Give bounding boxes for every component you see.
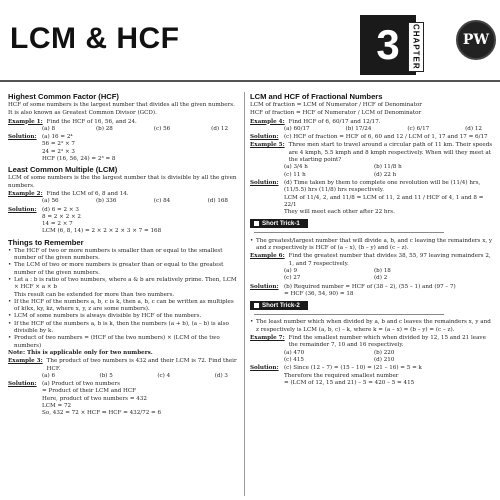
remember-item: • Product of two numbers = (HCF of the two numbers) × (LCM of the two numbers)	[8, 335, 240, 350]
solution-line: (d) Time taken by them to complete one revolution will be (11/4) hrs, (11/5.5) hrs (11/8) hrs respectively.	[284, 179, 481, 194]
remember-item: • Let a : b is ratio of two numbers, where a & b are relatively prime. Then, LCM × HCF × a × b	[8, 277, 240, 292]
solution-line: Therefore the required smallest number	[284, 372, 399, 379]
option: (a) 9	[284, 267, 298, 274]
pw-logo-icon	[456, 20, 496, 60]
solution-line: (a) 16 = 2⁴	[42, 134, 73, 141]
solution-label: Solution:	[8, 134, 37, 141]
example-text: Find the LCM of 6, 8 and 14.	[46, 190, 129, 197]
solution-label: Solution:	[250, 134, 279, 141]
option: (b) 17/24	[345, 125, 372, 132]
hcf-heading: Highest Common Factor (HCF)	[8, 92, 119, 101]
option: (d) 168	[207, 198, 228, 205]
option: (b) 220	[374, 349, 395, 356]
solution-5	[250, 180, 494, 216]
example-text: The product of two numbers is 432 and their LCM is 72. Find their HCF.	[46, 358, 237, 372]
solution-1	[8, 134, 240, 163]
solution-label: Solution:	[8, 381, 37, 388]
remember-item: • If the HCF of the numbers a, b, c is k, then a, b, c can be written as multiples of k(kx, ky, kz, where x, y, z are some numbers).	[8, 299, 240, 314]
solution-line: (c) Since (12 – 7) = (15 – 10) = (21 – 16) = 5 = k	[284, 365, 422, 372]
solution-line: = (LCM of 12, 15 and 21) – 5 = 420 – 5 = 415	[284, 379, 415, 386]
option: (c) 415	[284, 356, 304, 363]
option: (a) 6	[42, 372, 56, 379]
solution-line: (d) 6 = 2 × 3	[42, 206, 79, 213]
example-1	[8, 119, 240, 126]
example-label: Example 5:	[250, 142, 285, 149]
solution-line: LCM = 72	[42, 402, 72, 409]
solution-line: = HCF (36, 54, 90) = 18	[284, 290, 354, 297]
chapter-number: 3	[360, 15, 416, 75]
option: (d) 12	[465, 125, 482, 132]
trick-rule: • The greatest/largest number that will divide a, b, and c leaving the remainders x, y and z respectively is HCF of (a – x), (b – y) and (c – z).	[250, 238, 494, 253]
solution-line: 14 = 2 × 7	[42, 221, 73, 228]
remember-item: • The HCF of two or more numbers is smaller than or equal to the smallest number of the given numbers.	[8, 248, 240, 263]
solution-7	[250, 365, 494, 387]
remember-item: • The LCM of two or more numbers is greater than or equal to the greatest number of the given numbers.	[8, 262, 240, 277]
example-5	[250, 142, 494, 164]
option: (d) 12	[211, 125, 228, 132]
logo-text: PW	[462, 32, 490, 48]
solution-line: = Product of their LCM and HCF	[42, 388, 137, 395]
solution-label: Solution:	[250, 283, 279, 290]
example-7-options	[250, 350, 494, 365]
option: (c) 56	[153, 125, 171, 132]
example-1-options	[8, 126, 240, 133]
solution-2	[8, 207, 240, 236]
example-label: Example 6:	[250, 253, 285, 260]
option: (b) 28	[96, 125, 113, 132]
example-text: Three men start to travel around a circular path of 11 km. Their speeds are 4 kmph, 5.5 kmph and 8 kmph respectively. When will they meet at the starting point?	[288, 142, 493, 164]
example-6-options	[250, 268, 494, 283]
left-column	[8, 90, 240, 418]
trick-rule: • The least number which when divided by a, b and c leaves the remainders x, y and z respectively is LCM (a, b, c) – k, where k = (a – x) = (b – y) = (c – z).	[250, 319, 494, 334]
option: (c) 4	[157, 372, 171, 379]
solution-line: (a) Product of two numbers	[42, 381, 120, 388]
remember-heading: Things to Remember	[8, 237, 84, 247]
solution-line: (b) Required number = HCF of (38 – 2), (55 – 1) and (97 – 7)	[284, 283, 456, 290]
option: (b) 336	[96, 198, 117, 205]
solution-3	[8, 381, 240, 417]
example-label: Example 1:	[8, 118, 43, 125]
option: (c) 11 h	[284, 171, 306, 178]
solution-line: They will meet each other after 22 hrs.	[284, 209, 395, 216]
column-divider	[244, 92, 245, 496]
example-3-options	[8, 373, 240, 380]
solution-line: Here, product of two numbers = 432	[42, 395, 147, 402]
banner-rule	[254, 314, 444, 315]
solution-line: HCF (16, 56, 24) = 2³ = 8	[42, 156, 116, 163]
option: (a) 60/17	[284, 125, 310, 132]
right-column	[250, 90, 494, 387]
example-label: Example 2:	[8, 190, 43, 197]
option: (b) 5	[99, 372, 113, 379]
short-trick-1-banner: Short Trick-1	[250, 219, 308, 228]
solution-label: Solution:	[250, 179, 279, 186]
lcm-fraction-formula: LCM of fraction = LCM of Numerator / HCF of Denominator	[250, 102, 422, 108]
option: (a) 8	[42, 125, 56, 132]
example-text: Find the greatest number that divides 38, 55, 97 leaving remainders 2, 1, and 7 respectively.	[288, 253, 491, 267]
remember-item: This result can be extended for more than two numbers.	[14, 291, 175, 298]
solution-line: (c) HCF of fraction = HCF of 6, 60 and 12 / LCM of 1, 17 and 17 = 6/17	[284, 134, 488, 141]
option: (d) 22 h	[374, 171, 397, 178]
example-label: Example 7:	[250, 335, 285, 342]
example-4	[250, 119, 494, 126]
example-text: Find the smallest number which when divided by 12, 15 and 21 leave the remainder 7, 10 and 16 respectively.	[288, 335, 486, 349]
option: (b) 18	[374, 267, 391, 274]
option: (c) 6/17	[407, 125, 430, 132]
remember-item: • LCM of some numbers is always divisible by HCF of the numbers.	[8, 313, 240, 320]
remember-item: • If the HCF of the numbers a, b is k, then the numbers (a + b), (a – b) is also divisible by k.	[8, 321, 240, 336]
example-5-options	[250, 164, 494, 179]
page-title: LCM & HCF	[10, 22, 180, 55]
example-6	[250, 253, 494, 268]
option: (d) 3	[214, 372, 228, 379]
option: (c) 84	[153, 198, 171, 205]
lcm-definition: LCM of some numbers is the the largest number that is divisible by all the given numbers.	[8, 175, 237, 189]
example-text: Find HCF of 6, 60/17 and 12/17.	[288, 118, 381, 125]
short-trick-2-banner: Short Trick-2	[250, 301, 308, 310]
solution-line: LCM (6, 8, 14) = 2 × 2 × 2 × 3 × 7 = 168	[42, 228, 162, 235]
example-7	[250, 335, 494, 350]
solution-line: 24 = 2³ × 3	[42, 148, 75, 155]
hcf-fraction-formula: HCF of fraction = HCF of Numerator / LCM of Denominator	[250, 110, 422, 117]
option: (a) 470	[284, 349, 305, 356]
hcf-alias: It is also known as Greatest Common Divisor (GCD).	[8, 110, 157, 117]
note: Note: This is applicable only for two numbers.	[8, 349, 153, 356]
lcm-heading: Least Common Multiple (LCM)	[8, 165, 118, 175]
example-label: Example 3:	[8, 358, 43, 365]
option: (b) 11/8 h	[374, 164, 402, 171]
solution-label: Solution:	[250, 365, 279, 372]
chapter-header	[0, 0, 500, 90]
example-text: Find the HCF of 16, 56, and 24.	[46, 118, 137, 125]
solution-label: Solution:	[8, 206, 37, 213]
fraction-heading: LCM and HCF of Fractional Numbers	[250, 92, 383, 101]
banner-rule	[254, 232, 444, 233]
example-3	[8, 358, 240, 373]
example-4-options	[250, 126, 494, 133]
solution-line: LCM of 11/4, 2, and 11/8 = LCM of 11, 2 and 11 / HCF of 4, 1 and 8 = 22/1	[284, 194, 484, 208]
option: (a) 3/4 h	[284, 164, 308, 171]
chapter-label: CHAPTER	[408, 22, 424, 72]
option: (c) 27	[284, 275, 301, 282]
solution-line: 8 = 2 × 2 × 2	[42, 213, 81, 220]
solution-line: 56 = 2³ × 7	[42, 141, 75, 148]
header-divider	[0, 80, 500, 82]
solution-line: So, 432 = 72 × HCF ⇒ HCF = 432/72 = 6	[42, 410, 162, 417]
option: (d) 2	[374, 275, 388, 282]
example-2-options	[8, 198, 240, 205]
option: (d) 210	[374, 356, 395, 363]
solution-4	[250, 134, 494, 141]
example-label: Example 4:	[250, 118, 285, 125]
solution-6	[250, 284, 494, 299]
option: (a) 56	[42, 198, 59, 205]
hcf-definition: HCF of some numbers is the largest number that divides all the given numbers.	[8, 102, 235, 108]
